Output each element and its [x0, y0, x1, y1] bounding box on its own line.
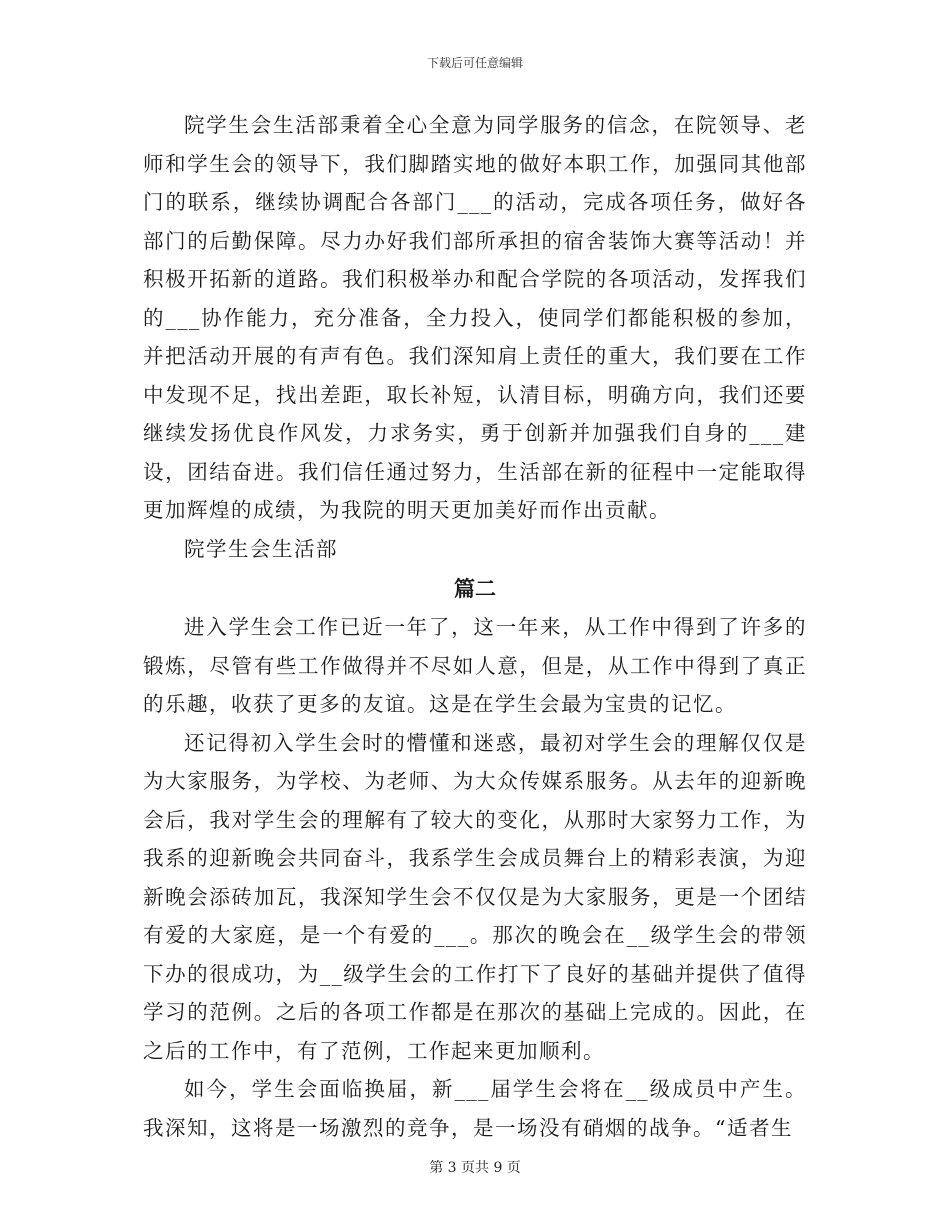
- page-number-footer: 第 3 页共 9 页: [429, 1160, 521, 1176]
- paragraph-3: 还记得初入学生会时的懵懂和迷惑，最初对学生会的理解仅仅是为大家服务，为学校、为老师、为大众传媒系服务。从去年的迎新晚会后，我对学生会的理解有了较大的变化，从那时大家努力工作，为我系的迎新晚会共同奋斗，我系学生会成员舞台上的精彩表演，为迎新晚会添砖加瓦，我深知学生会不仅仅是为大家服务，更是一个团结有爱的大家庭，是一个有爱的___。那次的晚会在__级学生会的带领下办的很成功，为__级学生会的工作打下了良好的基础并提供了值得学习的范例。之后的各项工作都是在那次的基础上完成的。因此，在之后的工作中，有了范例，工作起来更加顺利。: [143, 730, 807, 1063]
- signature-line: 院学生会生活部: [184, 536, 338, 561]
- paragraph-2: 进入学生会工作已近一年了，这一年来，从工作中得到了许多的锻炼，尽管有些工作做得并不尽如人意，但是，从工作中得到了真正的乐趣，收获了更多的友谊。这是在学生会最为宝贵的记忆。: [143, 615, 807, 716]
- paragraph-4: 如今，学生会面临换届，新___届学生会将在__级成员中产生。我深知，这将是一场激烈的竞争，是一场没有硝烟的战争。“适者生: [143, 1077, 807, 1140]
- paragraph-1: 院学生会生活部秉着全心全意为同学服务的信念，在院领导、老师和学生会的领导下，我们脚踏实地的做好本职工作，加强同其他部门的联系，继续协调配合各部门___的活动，完成各项任务，做好各部门的后勤保障。尽力办好我们部所承担的宿舍装饰大赛等活动！并积极开拓新的道路。我们积极举办和配合学院的各项活动，发挥我们的___协作能力，充分准备，全力投入，使同学们都能积极的参加，并把活动开展的有声有色。我们深知肩上责任的重大，我们要在工作中发现不足，找出差距，取长补短，认清目标，明确方向，我们还要继续发扬优良作风发，力求务实，勇于创新并加强我们自身的___建设，团结奋进。我们信任通过努力，生活部在新的征程中一定能取得更加辉煌的成绩，为我院的明天更加美好而作出贡献。: [143, 113, 807, 522]
- section-title: 篇二: [454, 577, 496, 601]
- document-body: [143, 106, 807, 1147]
- header-note: 下载后可任意编辑: [426, 56, 523, 70]
